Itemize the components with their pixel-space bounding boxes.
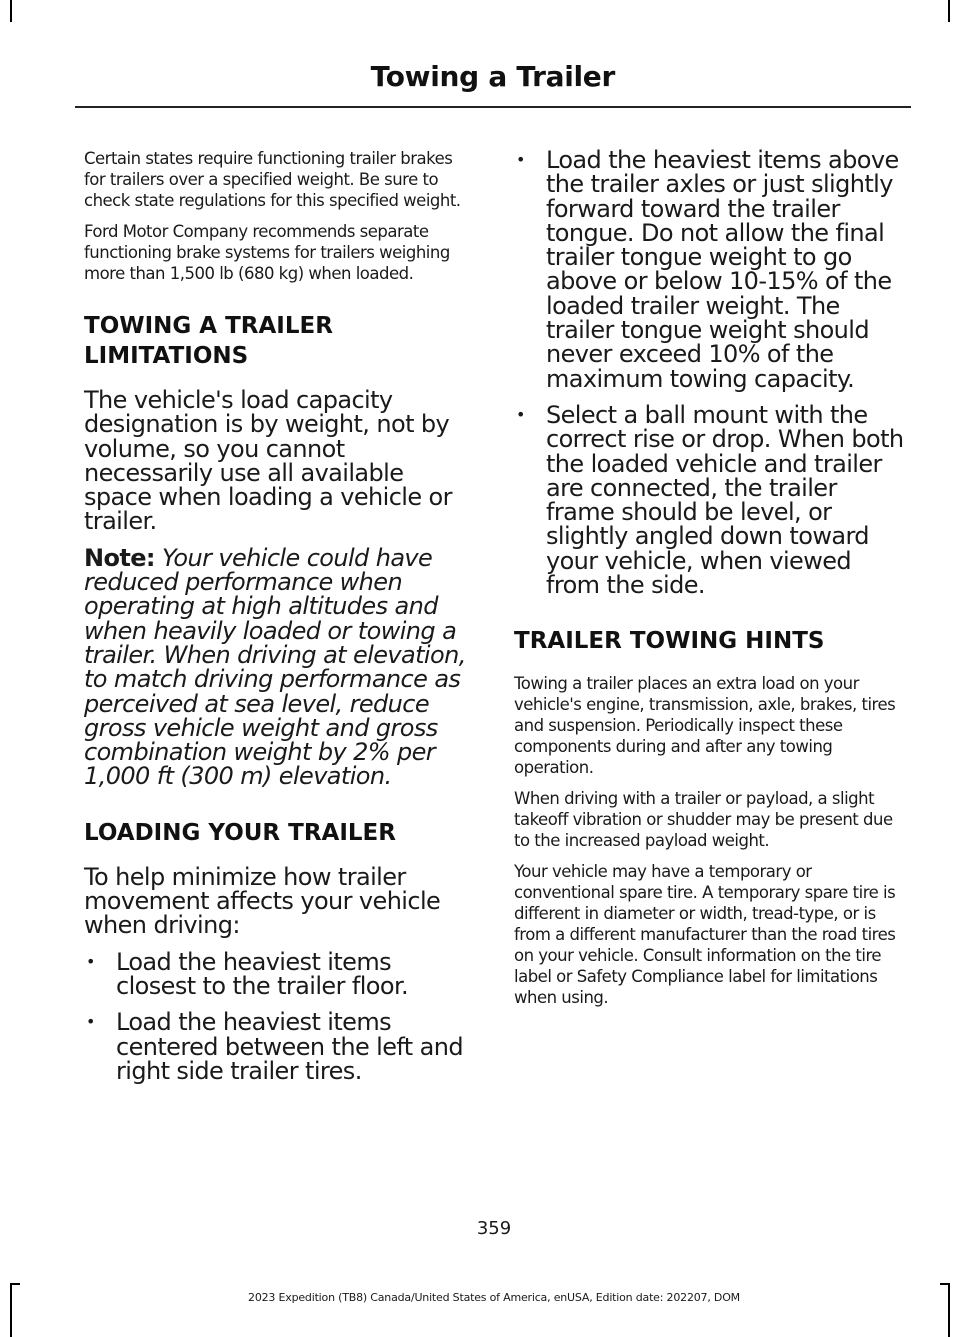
loading-bullet-list <box>84 947 476 1085</box>
limitations-body: The vehicle's load capacity designation is by weight, not by volume, so you cannot necessarily use all available space when loading a vehicle or trailer. <box>84 386 452 536</box>
left-column <box>84 148 476 1083</box>
hints-paragraph-1: Towing a trailer places an extra load on your vehicle's engine, transmission, axle, brakes, tires and suspension. Periodically inspect these components during and after any towing operation. <box>514 674 896 778</box>
limitations-heading-line-2: LIMITATIONS <box>84 343 249 369</box>
list-item: • Load the heaviest items closest to the trailer floor. <box>84 950 476 999</box>
crop-mark-top-left <box>10 0 12 22</box>
page-number: 359 <box>476 1218 512 1239</box>
list-item: • Select a ball mount with the correct rise or drop. When both the loaded vehicle and trailer are connected, the trailer frame should be level, or slightly angled down toward your vehicle, when viewed from the side. <box>514 403 906 597</box>
hints-paragraph-2: When driving with a trailer or payload, a slight takeoff vibration or shudder may be present due to the increased payload weight. <box>514 789 893 851</box>
crop-mark-bottom-left-h <box>10 1283 20 1285</box>
header-rule <box>75 106 911 108</box>
intro-paragraph-2: Ford Motor Company recommends separate functioning brake systems for trailers weighing more than 1,500 lb (680 kg) when loaded. <box>84 222 450 283</box>
loading-bullet-list-continued <box>514 146 906 600</box>
note-paragraph <box>84 543 476 791</box>
list-item: • Load the heaviest items centered between the left and right side trailer tires. <box>84 1010 476 1083</box>
right-column <box>514 148 906 1008</box>
limitations-heading-line-1: TOWING A TRAILER <box>84 313 333 339</box>
list-item: • Load the heaviest items above the trailer axles or just slightly forward toward the trailer tongue. Do not allow the final trailer tongue weight to go above or below 10-15% of the loaded trailer weight. The trailer tongue weight should never exceed 10% of the maximum towing capacity. <box>514 148 906 391</box>
edition-footer: 2023 Expedition (TB8) Canada/United States of America, enUSA, Edition date: 202207, DOM <box>248 1291 740 1304</box>
crop-mark-top-right <box>948 0 950 22</box>
note-text: Your vehicle could have reduced performance when operating at high altitudes and when heavily loaded or towing a trailer. When driving at elevation, to match driving performance as perceived at sea level, reduce gross vehicle weight and gross combination weight by 2% per 1,000 ft (300 m) elevation. <box>84 543 466 791</box>
hints-paragraph-3: Your vehicle may have a temporary or conventional spare tire. A temporary spare tire is different in diameter or width, tread-type, or is from a different manufacturer than the road tires on your vehicle. Consult information on the tire label or Safety Compliance label for limitations when using. <box>514 862 896 1008</box>
page-header-title: Towing a Trailer <box>370 60 615 93</box>
intro-paragraph-1: Certain states require functioning trailer brakes for trailers over a specified weight. Be sure to check state regulations for this specified weight. <box>84 149 461 210</box>
loading-intro: To help minimize how trailer movement affects your vehicle when driving: <box>84 862 441 940</box>
crop-mark-bottom-right-h <box>940 1283 950 1285</box>
hints-heading: TRAILER TOWING HINTS <box>514 628 825 655</box>
loading-heading: LOADING YOUR TRAILER <box>84 819 396 846</box>
note-label: Note: <box>84 543 155 572</box>
